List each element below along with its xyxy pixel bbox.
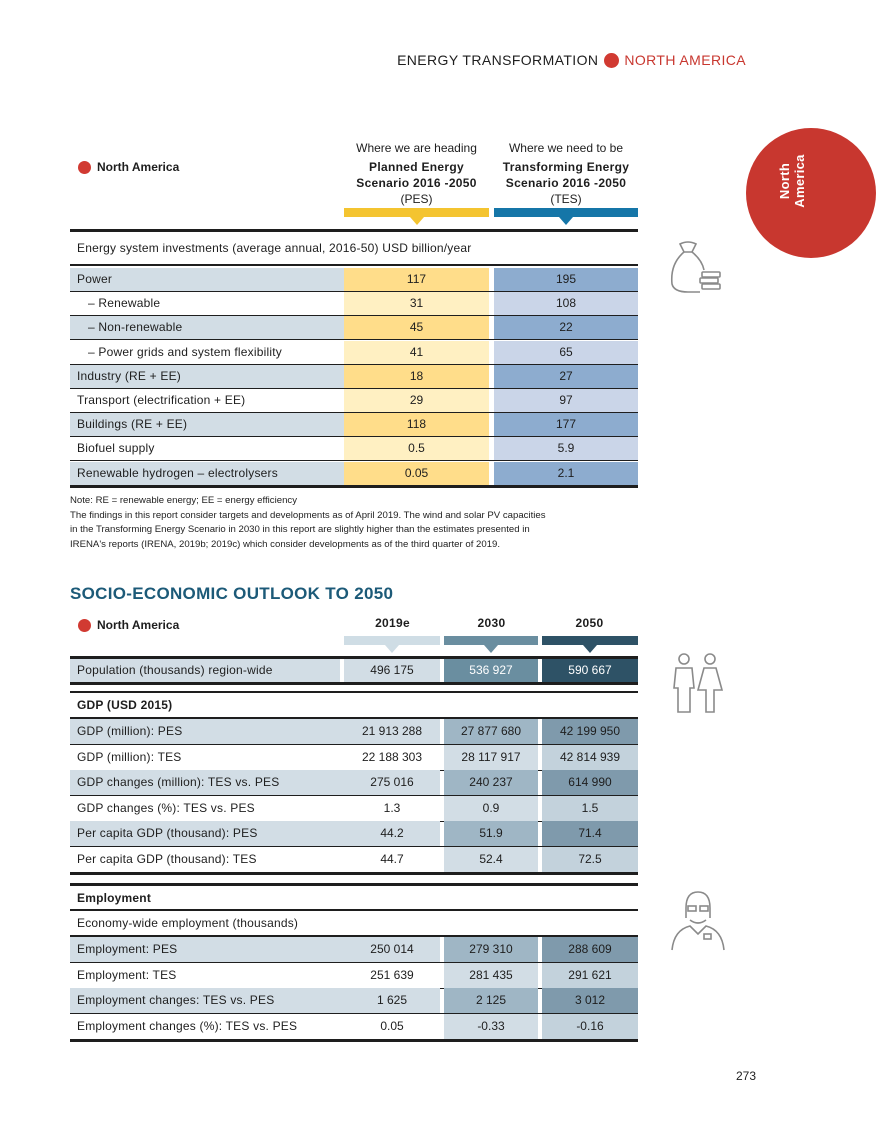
gdp-title-row (70, 693, 638, 717)
tes-arrow-icon (559, 217, 573, 225)
pes-header-line2: Planned Energy (369, 160, 464, 174)
investment-row-label: Transport (electrification + EE) (77, 393, 246, 407)
investments-region-label: North America (97, 160, 180, 174)
employment-row (70, 963, 638, 988)
gdp-row-value-1: 0.9 (444, 796, 538, 821)
employment-row-value-0: 251 639 (344, 963, 440, 988)
investment-row-value-1: 108 (494, 292, 638, 315)
pes-header-line3: Scenario 2016 -2050 (356, 176, 477, 190)
investment-row (70, 365, 638, 388)
investment-row-value-0: 117 (344, 268, 489, 291)
pes-header-line1: Where we are heading (356, 141, 477, 155)
investment-row (70, 316, 638, 339)
investment-row-value-0: 41 (344, 341, 489, 364)
investment-row-label: Industry (RE + EE) (70, 365, 344, 388)
investment-row-label: – Non-renewable (70, 316, 344, 339)
gdp-row-label: GDP changes (%): TES vs. PES (77, 800, 255, 815)
investment-row (70, 437, 638, 460)
gdp-row-value-2: 42 199 950 (542, 719, 638, 744)
gdp-row-value-0: 44.2 (344, 821, 440, 846)
population-bottom-rule (70, 682, 638, 685)
employment-row-value-0: 250 014 (344, 937, 440, 962)
gdp-row-value-1: 240 237 (444, 770, 538, 795)
investment-row-label: Biofuel supply (77, 441, 155, 456)
gdp-row-value-0: 1.3 (344, 796, 440, 821)
investments-title: Energy system investments (average annual, 2016-50) USD billion/year (77, 241, 472, 255)
region-dot-icon (78, 161, 91, 174)
gdp-row-label: GDP (million): TES (77, 749, 182, 764)
side-tab (746, 128, 876, 258)
investment-row-value-1: 27 (494, 365, 638, 388)
year-arrow-icon (484, 645, 498, 653)
employment-subtitle: Economy-wide employment (thousands) (77, 916, 299, 930)
gdp-row (70, 719, 638, 744)
row-divider (70, 872, 638, 875)
investment-row-value-1: 22 (494, 316, 638, 339)
population-2050: 590 667 (542, 659, 638, 682)
employment-title: Employment (77, 891, 152, 905)
gdp-row-value-1: 28 117 917 (444, 745, 538, 770)
population-row (70, 659, 638, 682)
header-prefix: ENERGY TRANSFORMATION (397, 52, 599, 68)
tes-header-line2: Transforming Energy (502, 160, 630, 174)
employment-row (70, 1014, 638, 1039)
investment-row-value-1: 5.9 (494, 437, 638, 460)
pes-header-line4: (PES) (400, 192, 433, 206)
investment-row-label: – Power grids and system flexibility (88, 344, 282, 359)
socio-region-label: North America (97, 618, 180, 632)
investment-row-value-0: 0.5 (344, 437, 489, 460)
employment-row-value-1: 2 125 (444, 988, 538, 1013)
investment-row (70, 389, 638, 412)
tes-band (494, 208, 638, 217)
socio-region-legend (78, 618, 179, 632)
year-band-2050 (542, 636, 638, 645)
investment-row-label: Buildings (RE + EE) (70, 413, 344, 436)
employment-row-label: Employment: TES (77, 967, 177, 982)
money-bag-icon (666, 236, 724, 296)
employment-row-label: Employment changes: TES vs. PES (70, 988, 344, 1013)
year-arrow-icon (583, 645, 597, 653)
employment-row-label: Employment changes (%): TES vs. PES (77, 1018, 298, 1033)
tes-column-header (494, 140, 638, 207)
investments-note (70, 494, 640, 552)
employment-row (70, 988, 638, 1013)
gdp-row-value-1: 52.4 (444, 847, 538, 872)
year-header-2030: 2030 (477, 616, 506, 630)
row-divider (70, 1039, 638, 1042)
investment-row (70, 268, 638, 291)
investment-row (70, 292, 638, 315)
investment-row-label: – Renewable (88, 296, 161, 311)
investment-row-value-0: 29 (344, 389, 489, 412)
employment-row-value-2: 3 012 (542, 988, 638, 1013)
year-band-2019 (344, 636, 440, 645)
investment-row-value-0: 18 (344, 365, 489, 388)
investment-row-label: Renewable hydrogen – electrolysers (70, 462, 344, 485)
side-tab-label: North America (777, 154, 807, 208)
gdp-title: GDP (USD 2015) (77, 698, 173, 712)
year-header-2019: 2019e (375, 616, 410, 630)
investment-row-value-1: 65 (494, 341, 638, 364)
investment-row-value-1: 195 (494, 268, 638, 291)
investment-row-value-1: 177 (494, 413, 638, 436)
gdp-row (70, 847, 638, 872)
employment-subtitle-row (70, 911, 638, 935)
investment-row-value-1: 2.1 (494, 462, 638, 485)
year-arrow-icon (385, 645, 399, 653)
employment-row-value-2: 291 621 (542, 963, 638, 988)
investment-row-value-0: 45 (344, 316, 489, 339)
investment-row-value-1: 97 (494, 389, 638, 412)
gdp-row-value-2: 1.5 (542, 796, 638, 821)
tes-header-line3: Scenario 2016 -2050 (505, 176, 627, 190)
employment-row-value-2: -0.16 (542, 1014, 638, 1039)
note-line: Note: RE = renewable energy; EE = energy efficiency (70, 495, 298, 506)
year-header-2050: 2050 (575, 616, 604, 630)
pes-column-header (344, 140, 489, 207)
gdp-row-value-0: 21 913 288 (344, 719, 440, 744)
employment-row-value-2: 288 609 (542, 937, 638, 962)
header-region: NORTH AMERICA (624, 52, 746, 68)
page-number: 273 (736, 1069, 757, 1083)
gdp-row-value-2: 614 990 (542, 770, 638, 795)
gdp-row (70, 745, 638, 770)
pes-arrow-icon (410, 217, 424, 225)
population-label: Population (thousands) region-wide (70, 659, 340, 682)
gdp-row-value-2: 71.4 (542, 821, 638, 846)
investment-row (70, 462, 638, 485)
gdp-row (70, 796, 638, 821)
investments-header-rule (70, 264, 638, 266)
investment-row-value-0: 0.05 (344, 462, 489, 485)
population-2030: 536 927 (444, 659, 538, 682)
employment-row-value-1: -0.33 (444, 1014, 538, 1039)
gdp-row-value-2: 42 814 939 (542, 745, 638, 770)
employment-row-value-1: 279 310 (444, 937, 538, 962)
gdp-row-value-0: 275 016 (344, 770, 440, 795)
employment-row-value-0: 1 625 (344, 988, 440, 1013)
investment-row-value-0: 118 (344, 413, 489, 436)
gdp-row-value-1: 51.9 (444, 821, 538, 846)
note-line: The findings in this report consider targets and developments as of April 2019. The wind and solar PV capacities (70, 509, 546, 521)
employment-row-value-1: 281 435 (444, 963, 538, 988)
header-dot-icon (604, 53, 619, 68)
gdp-row-value-1: 27 877 680 (444, 719, 538, 744)
pes-band (344, 208, 489, 217)
employment-row-label: Employment: PES (70, 937, 344, 962)
people-icon (668, 652, 728, 716)
tes-header-line4: (TES) (550, 192, 582, 206)
gdp-row-label: GDP (million): PES (70, 719, 344, 744)
employment-row (70, 937, 638, 962)
note-line: in the Transforming Energy Scenario in 2030 in this report are slightly higher than the estimates presented in (70, 524, 530, 535)
employment-title-row (70, 886, 638, 910)
gdp-row-label: Per capita GDP (thousand): TES (77, 852, 257, 866)
region-dot-icon (78, 619, 91, 632)
investments-top-rule (70, 229, 638, 232)
worker-icon (668, 890, 728, 952)
page-header (397, 52, 746, 68)
investment-row-label: Power (70, 268, 344, 291)
note-line: IRENA's reports (IRENA, 2019b; 2019c) which consider developments as of the third quarter of 2019. (70, 538, 501, 550)
socio-section-title: SOCIO-ECONOMIC OUTLOOK TO 2050 (70, 584, 394, 603)
investments-title-row (70, 236, 638, 260)
gdp-row-label: GDP changes (million): TES vs. PES (70, 770, 344, 795)
investment-row (70, 413, 638, 436)
gdp-row-label: Per capita GDP (thousand): PES (70, 821, 344, 846)
row-divider (70, 485, 638, 488)
gdp-row-value-0: 22 188 303 (344, 745, 440, 770)
gdp-row (70, 770, 638, 795)
investments-region-legend (78, 160, 179, 174)
year-band-2030 (444, 636, 538, 645)
gdp-row-value-0: 44.7 (344, 847, 440, 872)
employment-row-value-0: 0.05 (344, 1014, 440, 1039)
population-2019: 496 175 (344, 659, 440, 682)
investment-row-value-0: 31 (344, 292, 489, 315)
investment-row (70, 341, 638, 364)
tes-header-line1: Where we need to be (508, 141, 624, 155)
gdp-row-value-2: 72.5 (542, 847, 638, 872)
gdp-row (70, 821, 638, 846)
